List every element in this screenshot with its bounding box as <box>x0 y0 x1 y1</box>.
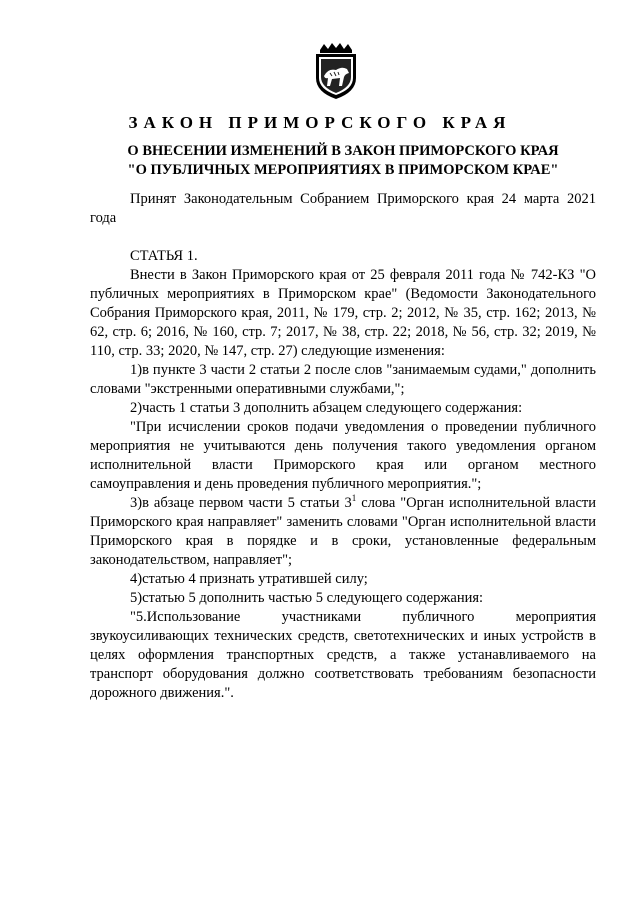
amendment-item-2-quote: "При исчислении сроков подачи уведомления о проведении публичного мероприятия не учитываются день получения такого уведомления органом исполнительной власти Приморского края или органом местного самоуправления и день проведения публичного мероприятия."; <box>90 419 596 492</box>
law-subtitle <box>90 142 596 180</box>
amendment-item-5: 5)статью 5 дополнить частью 5 следующего содержания: <box>130 590 484 606</box>
adoption-note: Принят Законодательным Собранием Приморского края 24 марта 2021 года <box>90 191 596 226</box>
subtitle-line-1: О ВНЕСЕНИИ ИЗМЕНЕНИЙ В ЗАКОН ПРИМОРСКОГО КРАЯ <box>127 143 559 159</box>
law-body <box>90 190 596 703</box>
amendment-item-4: 4)статью 4 признать утратившей силу; <box>130 571 368 587</box>
amendment-item-2: 2)часть 1 статьи 3 дополнить абзацем следующего содержания: <box>130 400 523 416</box>
article-heading: СТАТЬЯ 1. <box>130 248 198 264</box>
amendment-item-5-quote: "5.Использование участниками публичного мероприятия звукоусиливающих технических средств, светотехнических и иных устройств в целях оформления транспортных средств, а также устанавливаемого на транспорт оборудования должно соответствовать требованиям безопасности дорожного движения.". <box>90 609 596 701</box>
law-title: ЗАКОН ПРИМОРСКОГО КРАЯ <box>128 113 512 132</box>
amendment-item-3-end: слова "Орган исполнительной власти Приморского края направляет" заменить словами "Орган исполнительной власти Приморского края в порядке и в сроки, установленные федеральным законодательством, направляет"; <box>90 495 596 568</box>
article-intro: Внести в Закон Приморского края от 25 февраля 2011 года № 742-КЗ "О публичных мероприятиях в Приморском крае" (Ведомости Законодательного Собрания Приморского края, 2011, № 179, стр. 2; 2012, № 35, стр. 162; 2013, № 62, стр. 6; 2016, № 160, стр. 7; 2017, № 38, стр. 22; 2018, № 56, стр. 32; 2019, № 110, стр. 33; 2020, № 147, стр. 27) следующие изменения: <box>90 267 596 359</box>
coat-of-arms-icon <box>312 42 360 100</box>
subtitle-line-2: "О ПУБЛИЧНЫХ МЕРОПРИЯТИЯХ В ПРИМОРСКОМ КРАЕ" <box>127 162 559 178</box>
superscript-number: 1 <box>351 493 357 504</box>
amendment-item-1: 1)в пункте 3 части 2 статьи 2 после слов "занимаемым судами," дополнить словами "экстренными оперативными службами,"; <box>90 362 596 397</box>
amendment-item-3-start: 3)в абзаце первом части 5 статьи 3 <box>130 495 352 511</box>
amendment-item-3 <box>90 494 596 570</box>
